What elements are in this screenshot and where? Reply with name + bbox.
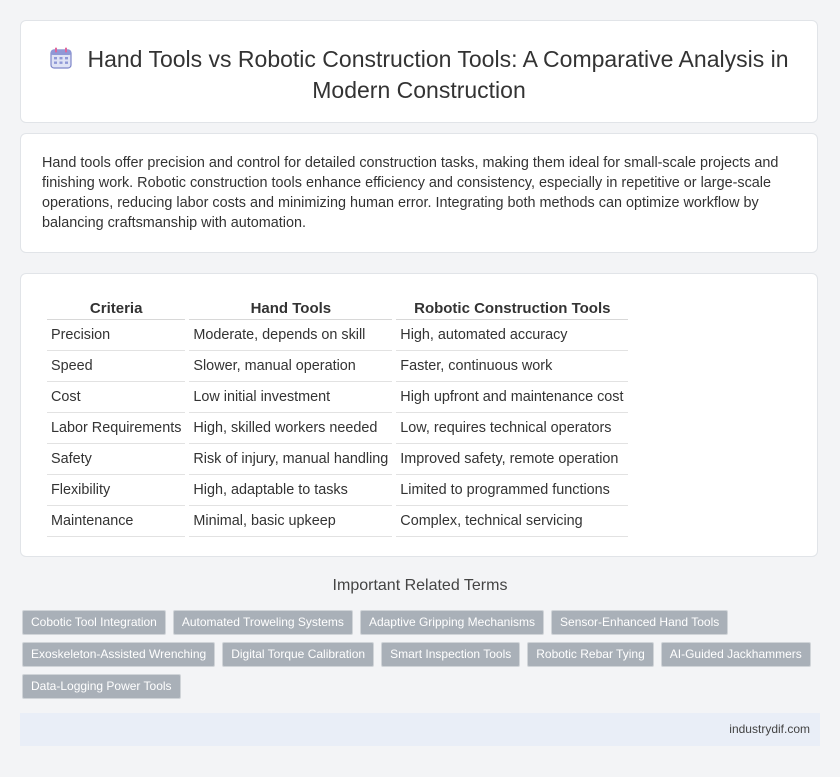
table-cell: High, skilled workers needed (189, 413, 392, 444)
table-cell: Faster, continuous work (396, 351, 628, 382)
table-cell: Improved safety, remote operation (396, 444, 628, 475)
comparison-table (43, 297, 632, 537)
footer-bar (20, 713, 820, 746)
table-cell: Risk of injury, manual handling (189, 444, 392, 475)
table-row (47, 351, 628, 382)
related-term-tag[interactable]: Robotic Rebar Tying (527, 642, 654, 667)
footer-site-link[interactable]: industrydif.com (729, 722, 810, 736)
table-cell: Safety (47, 444, 185, 475)
related-term-tag[interactable]: Automated Troweling Systems (173, 610, 353, 635)
table-row (47, 413, 628, 444)
table-cell: Limited to programmed functions (396, 475, 628, 506)
table-row (47, 444, 628, 475)
comparison-card (20, 273, 818, 557)
table-cell: High, adaptable to tasks (189, 475, 392, 506)
table-cell: Labor Requirements (47, 413, 185, 444)
table-cell: Complex, technical servicing (396, 506, 628, 537)
column-header-hand-tools: Hand Tools (189, 297, 392, 320)
intro-paragraph: Hand tools offer precision and control for detailed construction tasks, making them ideal for small-scale projects and finishing work. Robotic construction tools enhance efficiency and consistency, especially in repetitive or large-scale operations, reducing labor costs and minimizing human error. Integrating both methods can optimize workflow by balancing craftsmanship with automation. (42, 155, 779, 231)
table-row (47, 320, 628, 351)
table-cell: Precision (47, 320, 185, 351)
table-cell: Cost (47, 382, 185, 413)
table-cell: Minimal, basic upkeep (189, 506, 392, 537)
table-row (47, 475, 628, 506)
table-cell: High upfront and maintenance cost (396, 382, 628, 413)
related-term-tag[interactable]: Digital Torque Calibration (222, 642, 374, 667)
intro-card (20, 133, 818, 253)
related-terms-heading: Important Related Terms (332, 577, 508, 594)
page-title-text: Hand Tools vs Robotic Construction Tools: A Comparative Analysis in Modern Construction (87, 46, 789, 103)
related-term-tag[interactable]: Adaptive Gripping Mechanisms (360, 610, 544, 635)
column-header-criteria: Criteria (47, 297, 185, 320)
related-term-tag[interactable]: Cobotic Tool Integration (22, 610, 166, 635)
related-term-tag[interactable]: Exoskeleton-Assisted Wrenching (22, 642, 215, 667)
table-cell: Low initial investment (189, 382, 392, 413)
table-row (47, 506, 628, 537)
related-terms-list (22, 610, 822, 706)
table-header-row (47, 297, 628, 320)
table-cell: High, automated accuracy (396, 320, 628, 351)
calendar-icon (49, 46, 73, 76)
table-cell: Maintenance (47, 506, 185, 537)
table-cell: Speed (47, 351, 185, 382)
table-row (47, 382, 628, 413)
related-term-tag[interactable]: Data-Logging Power Tools (22, 674, 181, 699)
table-cell: Moderate, depends on skill (189, 320, 392, 351)
table-cell: Low, requires technical operators (396, 413, 628, 444)
title-card (20, 20, 818, 123)
related-term-tag[interactable]: Sensor-Enhanced Hand Tools (551, 610, 728, 635)
table-cell: Slower, manual operation (189, 351, 392, 382)
table-cell: Flexibility (47, 475, 185, 506)
page-title (21, 45, 817, 104)
column-header-robotic-tools: Robotic Construction Tools (396, 297, 628, 320)
related-term-tag[interactable]: Smart Inspection Tools (381, 642, 520, 667)
related-term-tag[interactable]: AI-Guided Jackhammers (661, 642, 811, 667)
